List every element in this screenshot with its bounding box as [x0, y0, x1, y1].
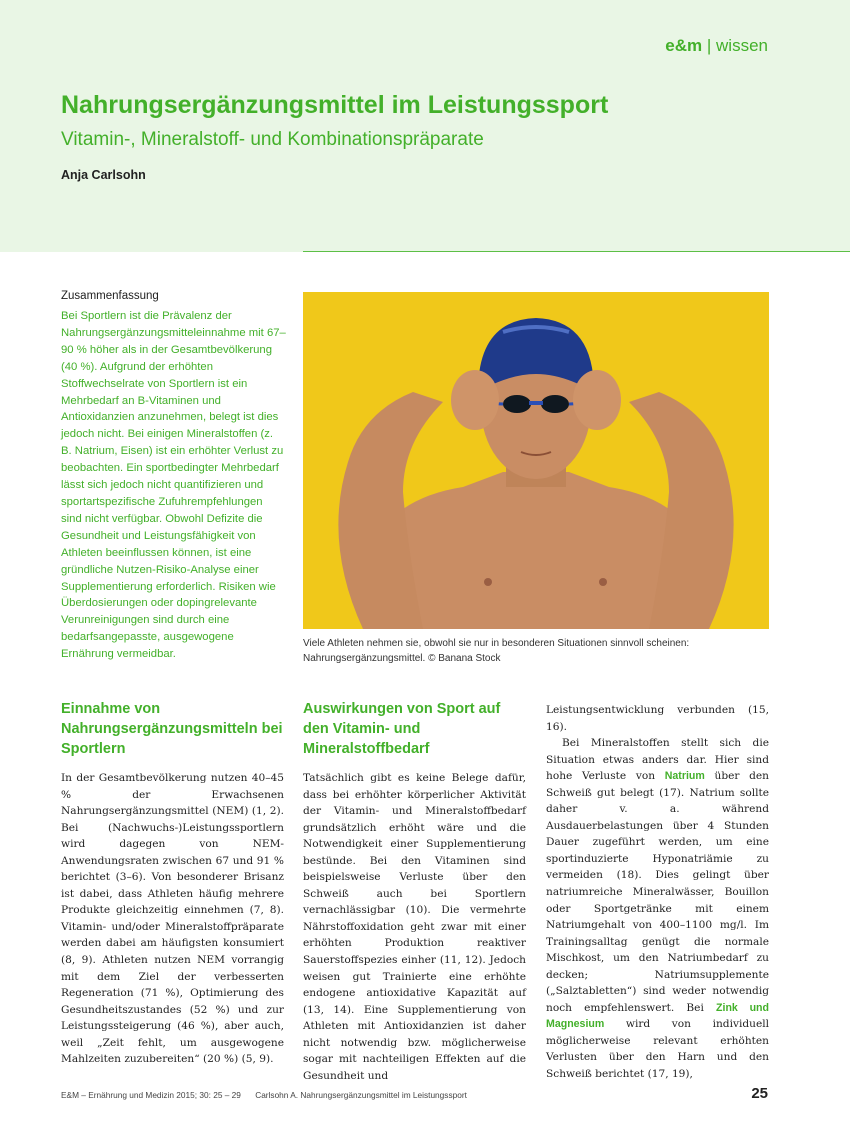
footer-citation: Carlsohn A. Nahrungsergänzungsmittel im Leistungssport [255, 1090, 467, 1100]
footer-journal: E&M – Ernährung und Medizin 2015; 30: 25 – 29 [61, 1090, 241, 1100]
swimmer-illustration [303, 292, 769, 629]
brand-sub: wissen [716, 36, 768, 55]
col2-paragraph: Tatsächlich gibt es keine Belege dafür, dass bei erhöhter körperlicher Aktivität der Vitamin- und Mineralstoffbedarf grundsätzlich erhöht wäre und die Notwendigkeit einer Supplementierung bestünde. Bei den Vitaminen sind beispielsweise Verluste über den Schweiß auch bei Sportlern vernachlässigbar (10). Die vermehrte Nährstoffoxidation geht zwar mit einer erhöhten Produktion reaktiver Sauerstoffspezies einher (11, 12). Jedoch weisen gut Trainierte eine erhöhte endogene antioxidative Kapazität auf (13, 14). Eine Supplementierung von Athleten mit Antioxidanzien ist daher nicht notwendig bzw. möglicherweise sogar mit nachteiligen Effekten auf die Gesundheit und [303, 772, 526, 1082]
col1-paragraph: In der Gesamtbevölkerung nutzen 40–45 % der Erwachsenen Nahrungsergänzungsmittel (NEM) (1, 2). Bei (Nachwuchs-)Leistungssportlern wird dagegen von NEM-Anwendungsraten zwischen 67 und 91 % berichtet (3–6). Von besonderer Brisanz ist dabei, dass Athleten häufig mehrere Produkte gleichzeitig einnehmen (7, 8). Vitamin- und/oder Mineralstoffpräparate werden dabei am häufigsten konsumiert (8, 9). Athleten nutzen NEM vorrangig mit dem Ziel der verbesserten Regeneration (71 %), Optimierung des Gesundheitszustandes (52 %) und zur Leistungssteigerung (46 %), aber auch, weil „Zeit fehlt, um ausgewogene Mahlzeiten zuzubereiten“ (20 %) (5, 9). [61, 772, 284, 1066]
col3-text-a: Bei Mineralstoffen stellt sich die Situation etwas anders dar. Hier sind hohe Verluste von [546, 737, 769, 783]
section-brand [665, 36, 768, 56]
article-title: Nahrungsergänzungsmittel im Leistungssport [61, 91, 609, 119]
col3-text-b: über den Schweiß gut belegt (17). Natrium sollte daher v. a. während Ausdauerbelastungen über 4 Stunden Dauer zugeführt werden, um eine sportinduzierte Hyponatriämie zu vermeiden (18). Dies gelingt über natriumreiche Mineralwässer, Bouillon oder Sportgetränke mit einem Natriumgehalt von 400–1100 mg/l. Im Trainingsalltag genügt die normale Mischkost, um den Natriumbedarf zu decken; Natriumsupplemente („Salztabletten“) sind weder notwendig noch empfehlenswert. Bei [546, 770, 769, 1014]
article-subtitle: Vitamin-, Mineralstoff- und Kombinationspräparate [61, 129, 484, 150]
col3-text-c: wird von individuell möglicherweise relevant erhöhten Verlusten über den Harn und den Schweiß berichtet (17, 19), [546, 1018, 769, 1081]
article-author: Anja Carlsohn [61, 168, 146, 182]
abstract-text: Bei Sportlern ist die Prävalenz der Nahrungsergänzungsmitteleinnahme mit 67–90 % höher als in der Gesamtbevölkerung (40 %). Aufgrund der erhöhten Stoffwechselrate von Sportlern ist ein Mehrbedarf an B-Vitaminen und Antioxidanzien anzunehmen, belegt ist dies jedoch nicht. Bei einigen Mineralstoffen (z. B. Natrium, Eisen) ist ein erhöhter Verlust zu beobachten. Ein sportbedingter Mehrbedarf lässt sich jedoch nicht quantifizieren und sportartspezifische Zufuhrempfehlungen sind nicht verfügbar. Obwohl Defizite die Gesundheit und Leistungsfähigkeit von Athleten beeinflussen können, ist eine gründliche Nutzen-Risiko-Analyse einer Supplementierung erforderlich. Risiken wie Überdosierungen oder dopingrelevante Verunreinigungen sind durch eine bedarfsangepasste, ausgewogene Ernährung vermeidbar. [61, 310, 286, 661]
page-number: 25 [751, 1085, 768, 1102]
abstract-heading: Zusammenfassung [61, 290, 159, 302]
highlight-zink-magnesium: Zink und Magnesium [546, 1001, 769, 1031]
page-footer [61, 1090, 467, 1100]
column-2 [303, 770, 526, 1084]
column-3 [546, 702, 769, 1083]
highlight-natrium: Natrium [664, 770, 705, 783]
col3-paragraph-2 [546, 735, 769, 1082]
figure-caption: Viele Athleten nehmen sie, obwohl sie nur in besonderen Situationen sinnvoll scheinen: Nahrungsergänzungsmittel. © Banana Stock [303, 638, 690, 664]
article-photo [303, 292, 769, 629]
brand-separator: | [706, 36, 712, 55]
section-heading-auswirkungen: Auswirkungen von Sport auf den Vitamin- und Mineralstoffbedarf [303, 701, 501, 757]
section-heading-einnahme: Einnahme von Nahrungsergänzungsmitteln bei Sportlern [61, 701, 283, 757]
header-divider [303, 251, 850, 252]
column-1 [61, 770, 284, 1068]
brand-main: e&m [665, 36, 703, 55]
col3-paragraph-1: Leistungsentwicklung verbunden (15, 16). [546, 704, 769, 733]
